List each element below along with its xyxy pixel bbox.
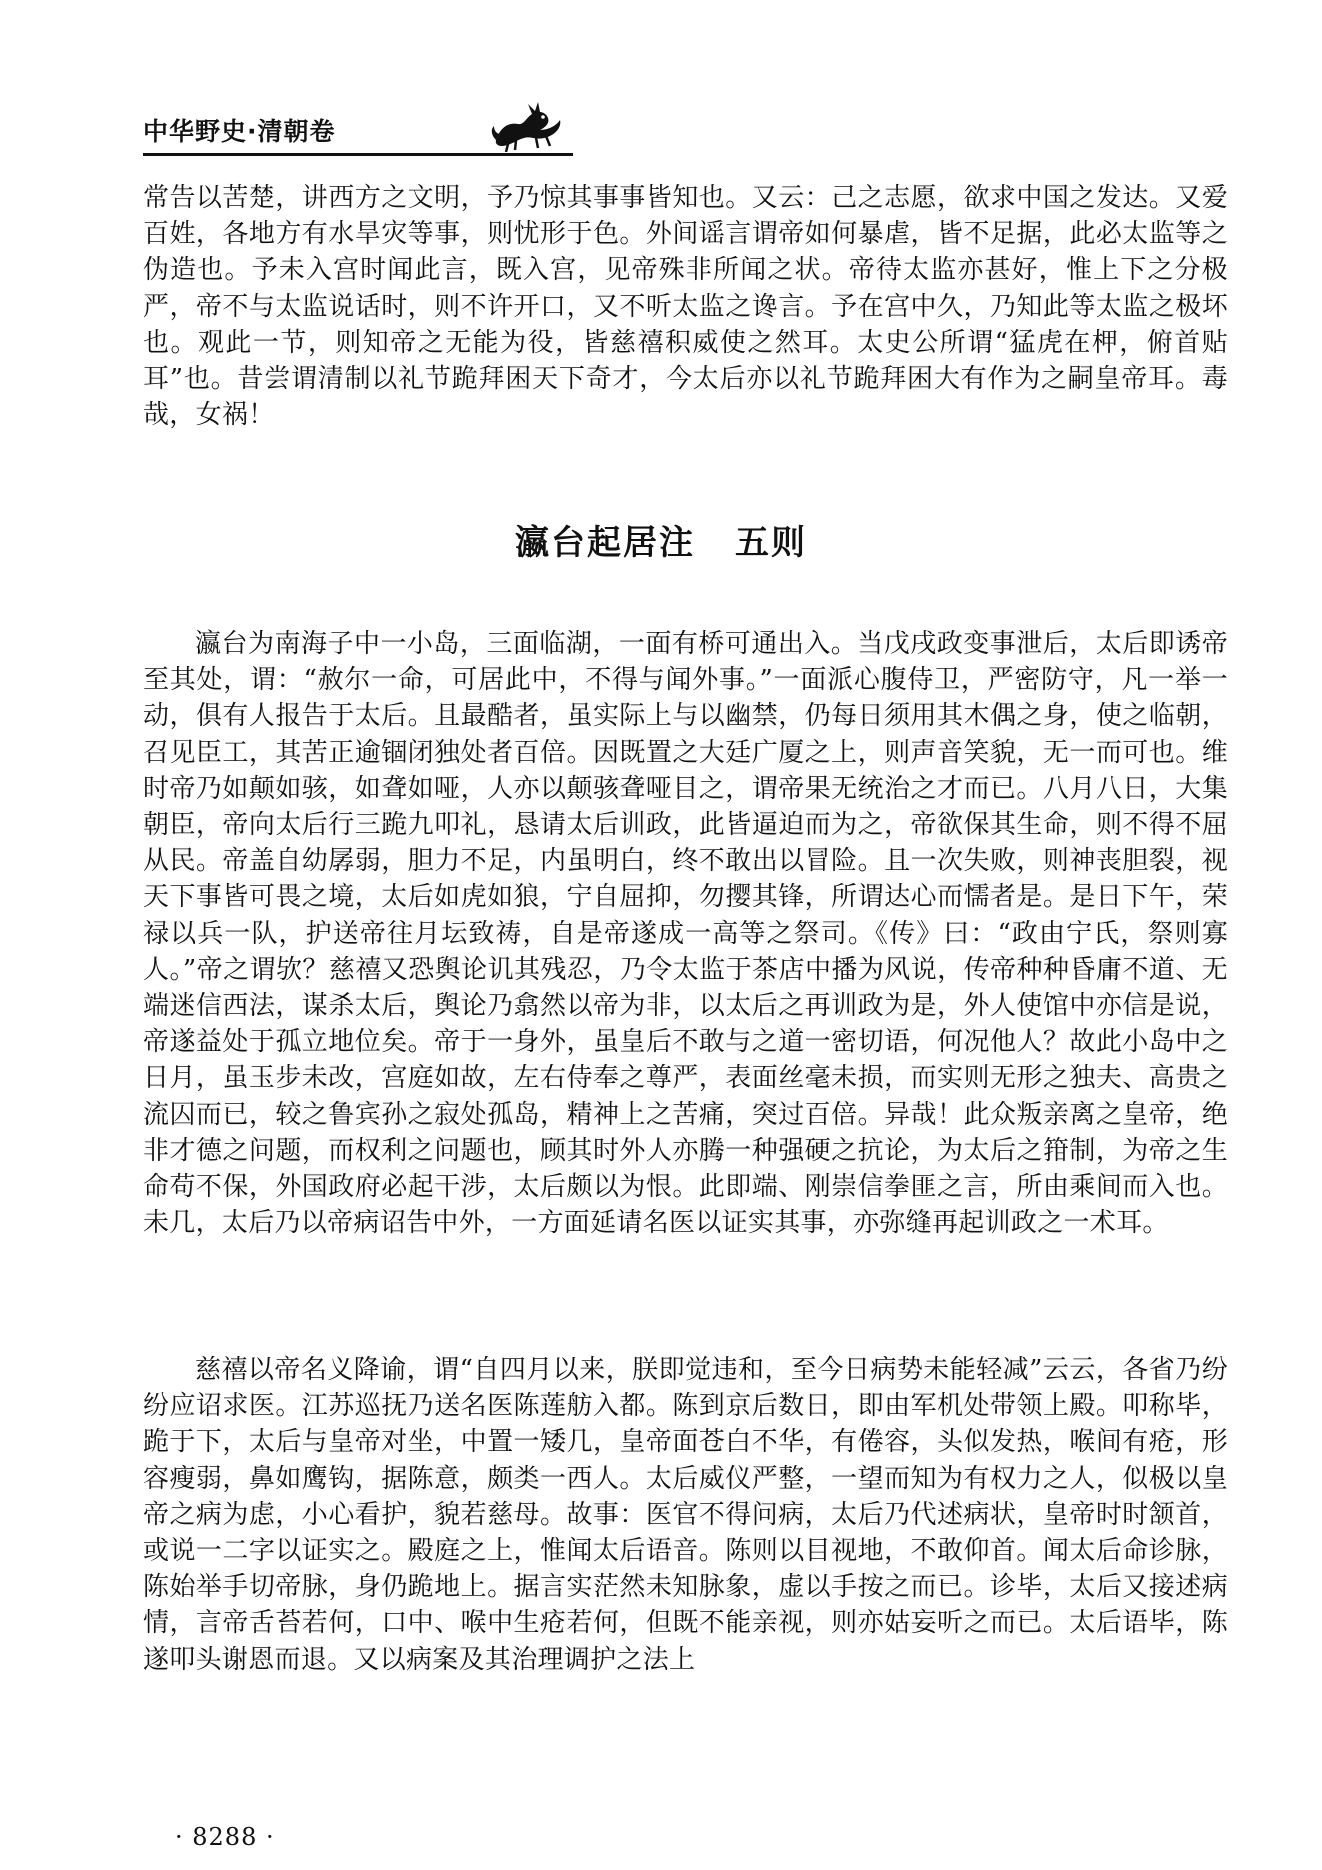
section-title: 瀛台起居注 xyxy=(515,523,695,563)
dragon-icon xyxy=(488,100,568,152)
paragraph-text: 瀛台为南海子中一小岛，三面临湖，一面有桥可通出入。当戊戌政变事泄后，太后即诱帝至其处，谓：“赦尔一命，可居此中，不得与闻外事。”一面派心腹侍卫，严密防守，凡一举一动，俱有人报告于太后。且最酷者，虽实际上与以幽禁，仍每日须用其木偶之身，使之临朝，召见臣工，其苦正逾锢闭独处者百倍。因既置之大廷广厦之上，则声音笑貌，无一而可也。维时帝乃如颠如骇，如聋如哑，人亦以颠骇聋哑目之，谓帝果无统治之才而已。八月八日，大集朝臣，帝向太后行三跪九叩礼，恳请太后训政，此皆逼迫而为之，帝欲保其生命，则不得不屈从民。帝盖自幼孱弱，胆力不足，内虽明白，终不敢出以冒险。且一次失败，则神丧胆裂，视天下事皆可畏之境，太后如虎如狼，宁自屈抑，勿撄其锋，所谓达心而懦者是。是日下午，荣禄以兵一队，护送帝往月坛致祷，自是帝遂成一高等之祭司。《传》曰：“政由宁氏，祭则寡人。”帝之谓欤？慈禧又恐舆论讥其残忍，乃令太监于茶店中播为风说，传帝种种昏庸不道、无端迷信西法，谋杀太后，舆论乃翕然以帝为非，以太后之再训政为是，外人使馆中亦信是说，帝遂益处于孤立地位矣。帝于一身外，虽皇后不敢与之道一密切语，何况他人？故此小岛中之日月，虽玉步未改，宫庭如故，左右侍奉之尊严，表面丝毫未损，而实则无形之独夫、高贵之流囚而已，较之鲁宾孙之寂处孤岛，精神上之苦痛，突过百倍。异哉！此众叛亲离之皇帝，绝非才德之问题，而权利之问题也，顾其时外人亦腾一种强硬之抗论，为太后之箝制，为帝之生命苟不保，外国政府必起干涉，太后颇以为恨。此即端、刚崇信拳匪之言，所由乘间而入也。未几，太后乃以帝病诏告中外，一方面延请名医以证实其事，亦弥缝再起训政之一术耳。 xyxy=(143,629,1228,1239)
series-title: 中华野史·清朝卷 xyxy=(143,117,336,146)
paragraph-text: 常告以苦楚，讲西方之文明，予乃惊其事事皆知也。又云：己之志愿，欲求中国之发达。又爱百姓，各地方有水旱灾等事，则忧形于色。外间谣言谓帝如何暴虐，皆不足据，此必太监等之伪造也。予未入宫时闻此言，既入宫，见帝殊非所闻之状。帝待太监亦甚好，惟上下之分极严，帝不与太监说话时，则不许开口，又不听太监之谗言。予在宫中久，乃知此等太监之极坏也。观此一节，则知帝之无能为役，皆慈禧积威使之然耳。太史公所谓“猛虎在柙，俯首贴耳”也。昔尝谓清制以礼节跪拜困天下奇才，今太后亦以礼节跪拜困大有作为之嗣皇帝耳。毒哉，女祸！ xyxy=(143,183,1228,431)
paragraph-two xyxy=(143,1352,1228,1678)
header-rule xyxy=(143,153,573,156)
page-number: · 8288 · xyxy=(175,1823,275,1851)
continued-paragraph xyxy=(143,180,1228,433)
paragraph-text: 慈禧以帝名义降谕，谓“自四月以来，朕即觉违和，至今日病势未能轻减”云云，各省乃纷纷应诏求医。江苏巡抚乃送名医陈莲舫入都。陈到京后数日，即由军机处带领上殿。叩称毕，跪于下，太后与皇帝对坐，中置一矮几，皇帝面苍白不华，有倦容，头似发热，喉间有疮，形容瘦弱，鼻如鹰钩，据陈意，颇类一西人。太后威仪严整，一望而知为有权力之人，似极以皇帝之病为虑，小心看护，貌若慈母。故事：医官不得问病，太后乃代述病状，皇帝时时颔首，或说一二字以证实之。殿庭之上，惟闻太后语音。陈则以目视地，不敢仰首。闻太后命诊脉，陈始举手切帝脉，身仍跪地上。据言实茫然未知脉象，虚以手按之而已。诊毕，太后又接述病情，言帝舌苔若何，口中、喉中生疮若何，但既不能亲视，则亦姑妄听之而已。太后语毕，陈遂叩头谢恩而退。又以病案及其治理调护之法上 xyxy=(143,1355,1228,1675)
section-heading xyxy=(0,515,1322,564)
page-header xyxy=(143,100,1228,160)
section-subtitle: 五则 xyxy=(735,523,807,563)
paragraph-one xyxy=(143,626,1228,1241)
